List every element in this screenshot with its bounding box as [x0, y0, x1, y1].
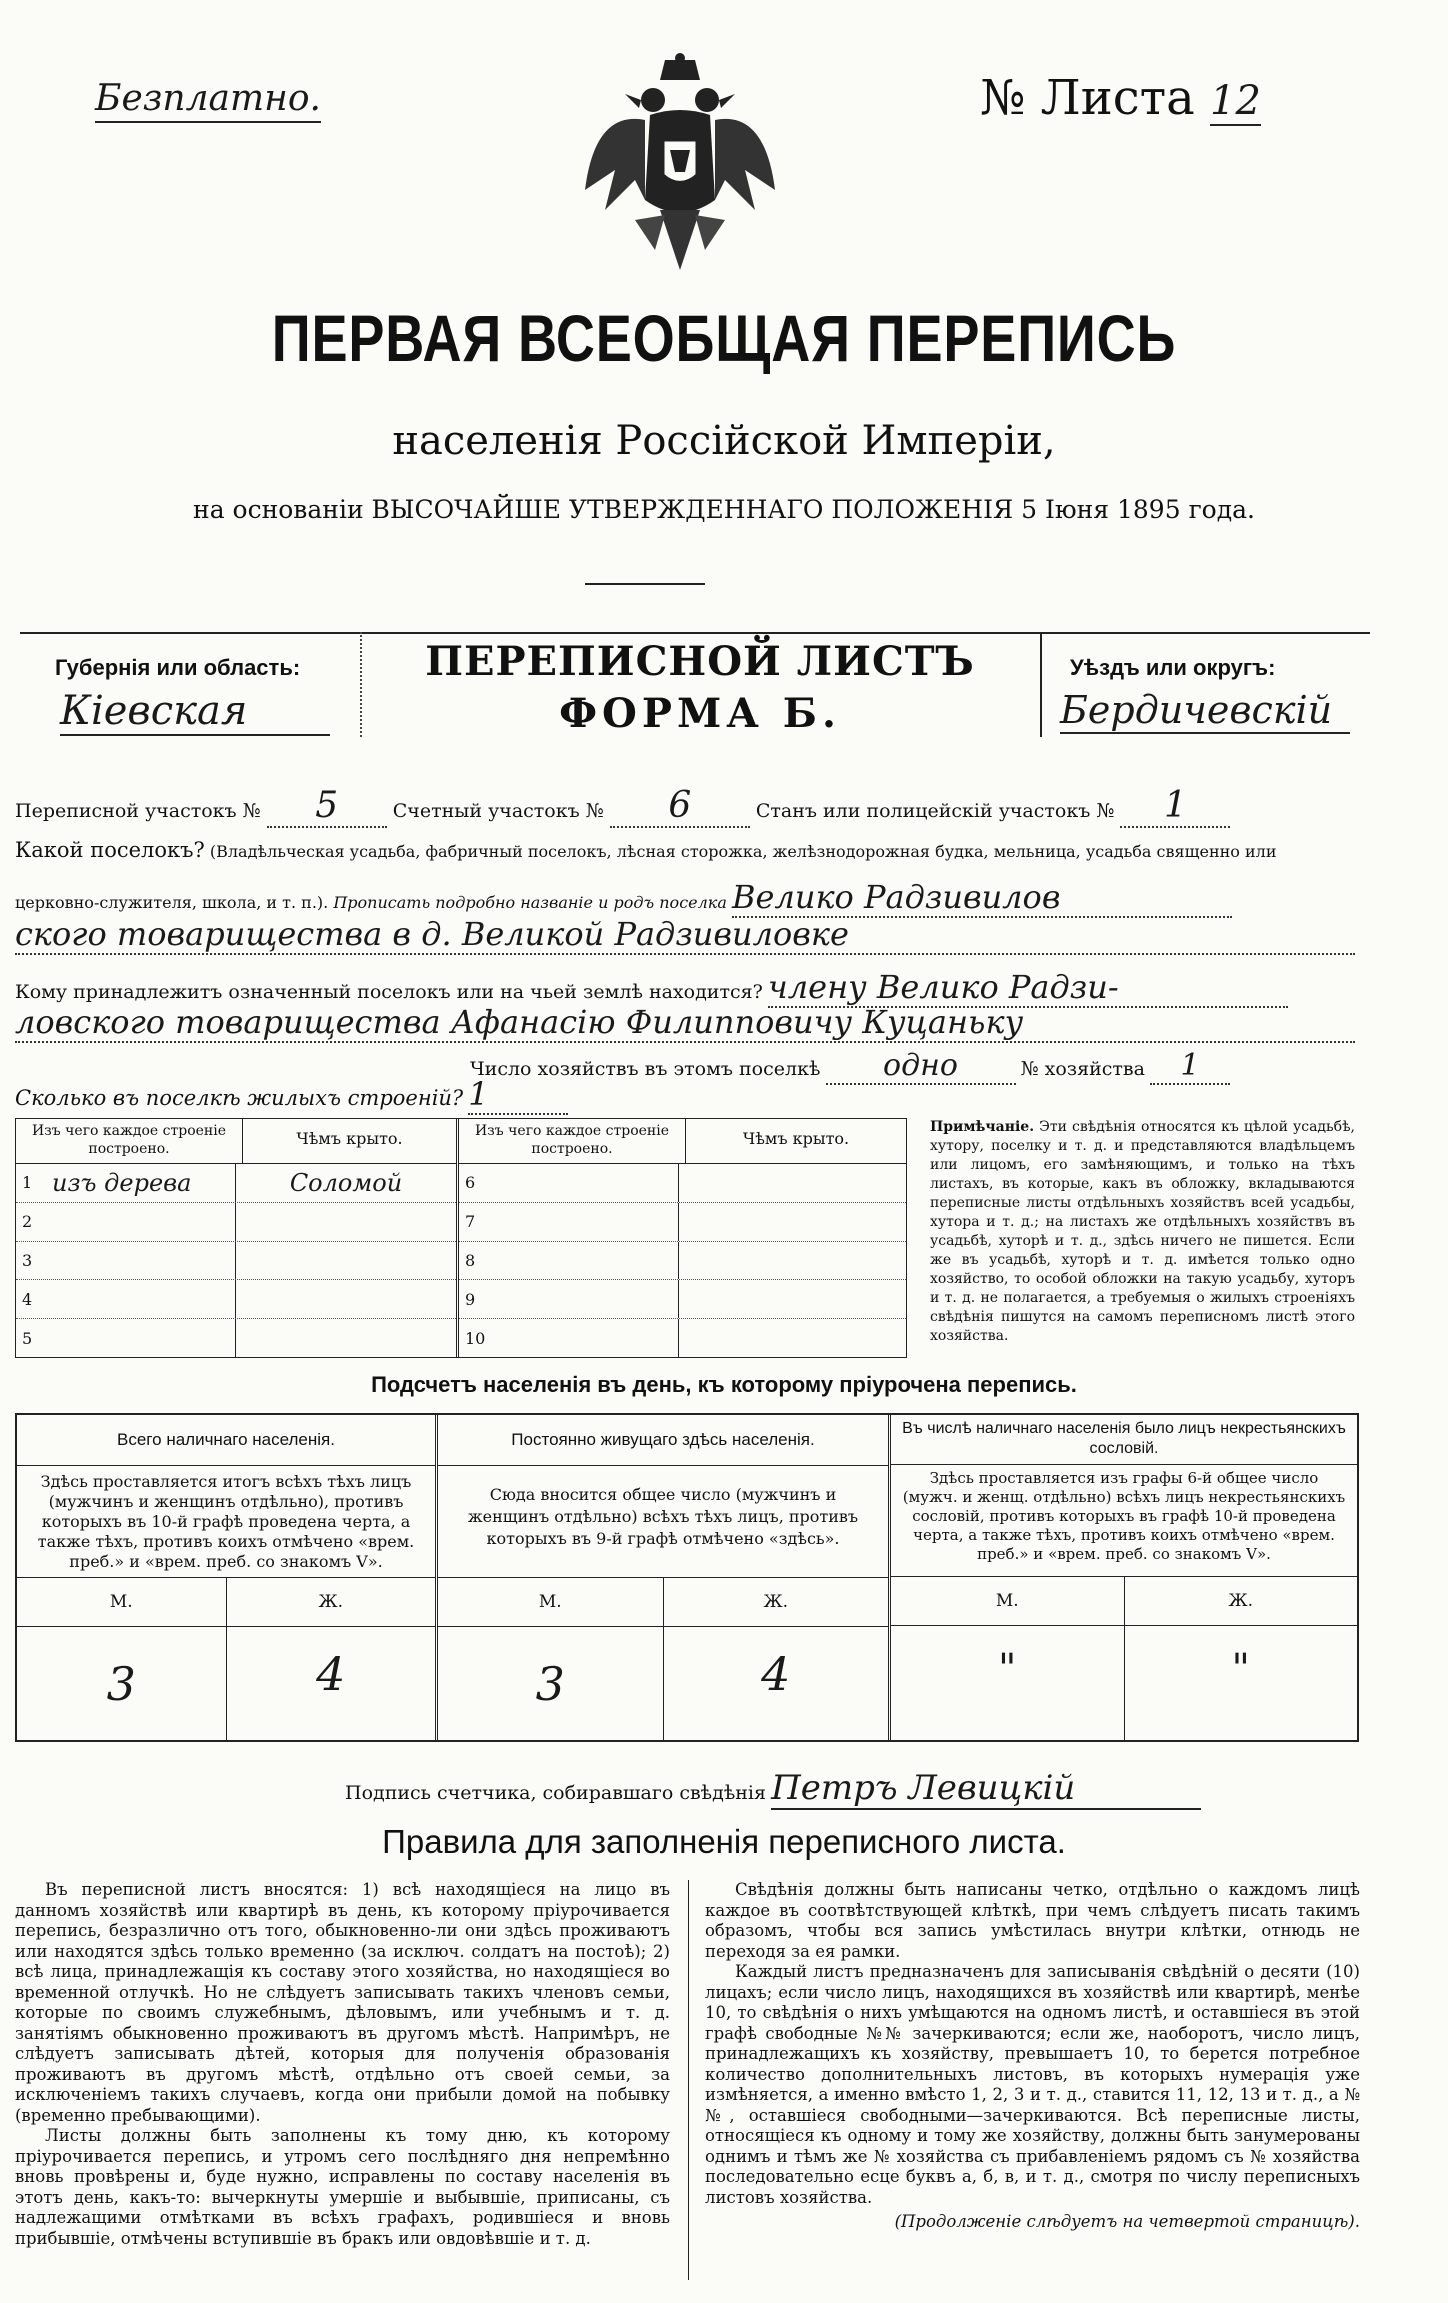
counting-area-label: Счетный участокъ № — [392, 800, 604, 822]
building-material-cell — [16, 1319, 236, 1357]
settlement-question: Какой поселокъ? — [15, 838, 205, 862]
building-number: 10 — [465, 1328, 486, 1348]
rules-right-p2: Каждый листъ предназначенъ для записыванія свѣдѣній о десяти (10) лицахъ; если число лицъ, находящихся въ хозяйствѣ или квартирѣ, менѣе 10, то свѣдѣнія о нихъ умѣщаются на одномъ листѣ, и оставшіеся въ этой графѣ свободные №№ зачеркиваются; если же, наоборотъ, число лицъ, принадлежащихъ къ хозяйству, превышаетъ 10, то берется потребное количество дополнительныхъ листовъ, въ которыхъ нумерація уже измѣняется, а именно вмѣсто 1, 2, 3 и т. д., ставится 11, 12, 13 и т. д., а №№, оставшіеся свободными—зачеркиваются. Всѣ переписные листы, относящіеся къ одному и тому же хозяйству, должны быть занумерованы однимъ и тѣмъ же № хозяйства съ прибавленіемъ рядомъ съ № хозяйства последовательно есце буквъ а, б, в, и т. д., смотря по числу переписныхъ листовъ хозяйства. — [705, 1962, 1360, 2207]
building-roof-value: Соломой — [289, 1168, 403, 1197]
total-m-value: 3 — [17, 1627, 227, 1740]
gubernia-label: Губернія или область: — [55, 655, 301, 680]
owner-value-2: ловского товарищества Афанасію Филипповичу Куцаньку — [15, 1003, 1355, 1043]
settlement-hint-3: Прописать подробно названіе и родъ поселка — [333, 893, 727, 912]
census-area-value: 5 — [267, 785, 387, 828]
rules-right-column — [705, 1880, 1360, 2233]
buildings-table-left — [16, 1119, 459, 1357]
population-col-permanent — [438, 1415, 891, 1740]
permanent-f-label: Ж. — [763, 1592, 788, 1612]
col-roof-header: Чѣмъ крыто. — [296, 1129, 403, 1148]
nonpeasant-f-label: Ж. — [1228, 1591, 1253, 1611]
nonpeasant-f-value: " — [1231, 1646, 1250, 1692]
form-name: ФОРМА Б. — [559, 690, 841, 737]
permanent-header: Постоянно живущаго здѣсь населенія. — [438, 1415, 888, 1466]
owner-line-1 — [15, 968, 1360, 1008]
rules-continued: (Продолженіе слѣдуетъ на четвертой страницѣ). — [894, 2212, 1360, 2231]
building-number: 2 — [22, 1212, 33, 1232]
free-label: Безплатно. — [95, 78, 321, 123]
settlement-value-1: Велико Радзивилов — [732, 878, 1232, 918]
permanent-description: Сюда вносится общее число (мужчинъ и женщинъ отдѣльно) всѣхъ тѣхъ лицъ, противъ которыхъ въ 9-й графѣ отмѣчено «здѣсь». — [438, 1466, 888, 1578]
building-roof-value — [679, 1319, 906, 1357]
rules-left-column — [15, 1880, 670, 2249]
building-row — [459, 1242, 906, 1281]
building-roof-value — [679, 1280, 906, 1318]
population-col-total — [17, 1415, 438, 1740]
page-subtitle: населенія Россійской Имперіи, — [392, 418, 1056, 464]
building-row — [16, 1164, 456, 1203]
uezd-label: Уѣздъ или округъ: — [1070, 655, 1276, 680]
building-number: 9 — [465, 1289, 476, 1309]
note-label: Примѣчаніе. — [930, 1119, 1035, 1135]
building-row — [16, 1203, 456, 1242]
districts-line — [15, 785, 1265, 828]
permanent-f-value: 4 — [761, 1647, 791, 1701]
signature-label: Подпись счетчика, собиравшаго свѣдѣнія — [345, 1782, 766, 1804]
settlement-hint-1: (Владѣльческая усадьба, фабричный поселокъ, лѣсная сторожка, желѣзнодорожная будка, мельница, усадьба священно или — [209, 842, 1277, 861]
population-title: Подсчетъ населенія въ день, къ которому пріурочена перепись. — [371, 1372, 1077, 1397]
nonpeasant-values — [891, 1626, 1357, 1740]
buildings-table-header — [16, 1119, 456, 1164]
rules-title: Правила для заполненія переписного листа. — [382, 1823, 1066, 1860]
rules-right-p1: Свѣдѣнія должны быть написаны четко, отдѣльно о каждомъ лицѣ каждое въ соотвѣтствующей клѣткѣ, при чемъ слѣдуетъ писать такимъ образомъ, чтобы вся запись умѣстилась внутри клѣтки, отнюдь не переходя за ея рамки. — [705, 1880, 1360, 1961]
building-material-cell — [459, 1319, 679, 1357]
col-material-header: Изъ чего каждое строеніе построено. — [16, 1119, 243, 1163]
building-roof-value — [236, 1319, 456, 1357]
form-title: ПЕРЕПИСНОЙ ЛИСТЪ — [425, 638, 975, 685]
total-mf-header — [17, 1578, 435, 1627]
building-material-value: изъ дерева — [52, 1168, 192, 1197]
nonpeasant-header: Въ числѣ наличнаго населенія было лицъ некрестьянскихъ сословій. — [891, 1415, 1357, 1465]
population-col-nonpeasant — [891, 1415, 1357, 1740]
building-material-cell — [459, 1164, 679, 1202]
signature-line — [345, 1768, 1201, 1810]
owner-value-1: члену Велико Радзи- — [768, 968, 1288, 1008]
households-label: Число хозяйствъ въ этомъ поселкѣ — [470, 1058, 821, 1080]
buildings-label: Сколько въ поселкѣ жилыхъ строеній? — [15, 1086, 464, 1110]
region-top-rule — [20, 632, 1370, 634]
building-roof-value — [236, 1203, 456, 1241]
page-title: ПЕРВАЯ ВСЕОБЩАЯ ПЕРЕПИСЬ — [271, 301, 1177, 375]
total-values — [17, 1627, 435, 1740]
region-divider-right — [1040, 632, 1042, 737]
sheet-number-label: № Листа — [980, 70, 1195, 126]
total-f-label: Ж. — [318, 1592, 343, 1612]
rules-left-p2: Листы должны быть заполнены къ тому дню, къ которому пріурочивается перепись, и утромъ сего послѣдняго дня непремѣнно вновь провѣрены и, буде нужно, исправлены по составу населенія въ этотъ день, какъ-то: вычеркнуты умершіе и выбывшіе, приписаны, съ надлежащими отмѣтками въ всѣхъ графахъ, родившіеся и вновь прибывшіе, отмѣчены вступившіе въ бракъ или овдовѣвшіе и т. д. — [15, 2126, 670, 2248]
building-row — [16, 1280, 456, 1319]
household-number-value: 1 — [1150, 1048, 1230, 1085]
building-roof-value — [679, 1164, 906, 1202]
buildings-rows-right — [459, 1164, 906, 1357]
building-number: 4 — [22, 1289, 33, 1309]
building-number: 7 — [465, 1212, 476, 1232]
counting-area-value: 6 — [610, 785, 750, 828]
nonpeasant-description: Здѣсь проставляется изъ графы 6-й общее число (мужч. и женщ. отдѣльно) всѣхъ лицъ некрестьянскихъ сословій, противъ которыхъ въ графѣ 10-й проведена черта, а также тѣхъ, противъ коихъ отмѣчено «врем. преб.» и «врем. преб. со знакомъ V». — [891, 1465, 1357, 1577]
nonpeasant-m-label: М. — [891, 1577, 1125, 1625]
nonpeasant-mf-header — [891, 1577, 1357, 1626]
building-material-cell — [16, 1203, 236, 1241]
note-text: Эти свѣдѣнія относятся къ цѣлой усадьбѣ, хутору, поселку и т. д. и представляются владѣльцемъ или лицомъ, его замѣняющимъ, и только на тѣхъ листахъ, въ которые, какъ въ обложку, вкладываются переписные листы отдѣльныхъ хозяйствъ всей усадьбы, хутора и т. д.; на листахъ же отдѣльныхъ хозяйствъ въ усадьбѣ, хуторѣ и т. д., здѣсь ничего не пишется. Если же въ усадьбѣ, хуторѣ и т. д. имѣется только одно хозяйство, то особой обложки на такую усадьбу, хуторъ и т. д. не полагается, а требуемыя о жилыхъ строеніяхъ свѣдѣнія пишутся на самомъ переписномъ листѣ этого хозяйства. — [930, 1119, 1355, 1344]
building-roof-value — [679, 1242, 906, 1280]
region-divider-left — [360, 632, 362, 737]
rules-divider — [688, 1880, 689, 2280]
stan-label: Станъ или полицейскій участокъ № — [755, 800, 1115, 822]
building-row — [459, 1203, 906, 1242]
buildings-note — [930, 1118, 1355, 1346]
building-material-cell — [16, 1242, 236, 1280]
building-number: 5 — [22, 1328, 33, 1348]
settlement-value-2: ского товарищества в д. Великой Радзивиловке — [15, 915, 1355, 955]
population-table — [15, 1413, 1359, 1742]
buildings-table — [15, 1118, 907, 1358]
building-row — [459, 1319, 906, 1357]
divider — [585, 583, 705, 585]
building-roof-value — [236, 1280, 456, 1318]
total-header: Всего наличнаго населенія. — [17, 1415, 435, 1466]
building-number: 6 — [465, 1173, 476, 1193]
total-f-value: 4 — [316, 1647, 346, 1701]
signature-value: Петръ Левицкій — [771, 1768, 1201, 1810]
building-row — [16, 1242, 456, 1281]
building-material-cell — [459, 1280, 679, 1318]
permanent-m-label: М. — [438, 1578, 664, 1626]
building-row — [459, 1280, 906, 1319]
owner-question: Кому принадлежитъ означенный поселокъ или на чьей землѣ находится? — [15, 981, 763, 1003]
households-line — [470, 1048, 1370, 1085]
buildings-rows-left — [16, 1164, 456, 1357]
stan-value: 1 — [1120, 785, 1230, 828]
building-number: 1 — [22, 1173, 33, 1193]
buildings-line — [15, 1075, 568, 1115]
col-material-header-right: Изъ чего каждое строеніе построено. — [459, 1119, 686, 1163]
buildings-table-header-right — [459, 1119, 906, 1164]
household-number-label: № хозяйства — [1020, 1058, 1145, 1080]
permanent-values — [438, 1627, 888, 1740]
settlement-line-1 — [15, 838, 1360, 862]
buildings-value: 1 — [468, 1075, 568, 1115]
census-area-label: Переписной участокъ № — [15, 800, 261, 822]
uezd-value: Бердичевскій — [1060, 688, 1350, 734]
building-number: 3 — [22, 1250, 33, 1270]
building-material-cell — [459, 1242, 679, 1280]
sheet-number — [980, 70, 1261, 126]
building-number: 8 — [465, 1250, 476, 1270]
building-row — [459, 1164, 906, 1203]
building-roof-value — [679, 1203, 906, 1241]
total-m-label: М. — [17, 1578, 227, 1626]
building-material-cell — [459, 1203, 679, 1241]
sheet-number-value: 12 — [1210, 78, 1261, 124]
settlement-line-2 — [15, 878, 1360, 918]
building-roof-value — [236, 1242, 456, 1280]
buildings-table-right — [459, 1119, 906, 1357]
households-value: одно — [826, 1048, 1016, 1085]
col-roof-header-right: Чѣмъ крыто. — [742, 1129, 850, 1148]
rules-left-p1: Въ переписной листъ вносятся: 1) всѣ находящіеся на лицо въ данномъ хозяйствѣ или квартирѣ въ день, къ которому пріурочивается перепись, безразлично отъ того, обыкновенно-ли они здѣсь проживаютъ или находятся здѣсь только временно (за исключ. солдатъ на постоѣ); 2) всѣ лица, принадлежащія къ составу этого хозяйства, но находящіеся во временной отлучкѣ. Но не слѣдуетъ записывать такихъ членовъ семьи, которые по своимъ служебнымъ, дѣловымъ, или учебнымъ и т. д. занятіямъ обыкновенно проживаютъ въ другомъ мѣстѣ. Напримѣръ, не слѣдуетъ записывать дѣтей, которыя для полученія образованія проживаютъ въ другомъ мѣстѣ, отдѣльно отъ своей семьи, за исключеніемъ такихъ случаевъ, когда они прибыли домой на побывку (временно пребывающими). — [15, 1880, 670, 2125]
basis-line: на основаніи ВЫСОЧАЙШЕ УТВЕРЖДЕННАГО ПОЛОЖЕНІЯ 5 Іюня 1895 года. — [193, 495, 1255, 524]
building-material-cell — [16, 1280, 236, 1318]
total-description: Здѣсь проставляется итогъ всѣхъ тѣхъ лицъ (мужчинъ и женщинъ отдѣльно), противъ которыхъ въ 10-й графѣ проведена черта, а также тѣхъ, противъ коихъ отмѣчено «врем. преб.» и «врем. преб. со знакомъ V». — [17, 1466, 435, 1578]
permanent-m-value: 3 — [438, 1627, 664, 1740]
double-headed-eagle-icon — [575, 50, 785, 280]
building-row — [16, 1319, 456, 1357]
permanent-mf-header — [438, 1578, 888, 1627]
gubernia-value: Кіевская — [60, 688, 330, 736]
settlement-hint-2: церковно-служителя, школа, и т. п.). — [15, 893, 329, 912]
building-material-cell — [16, 1164, 236, 1202]
nonpeasant-m-value: " — [891, 1626, 1125, 1740]
